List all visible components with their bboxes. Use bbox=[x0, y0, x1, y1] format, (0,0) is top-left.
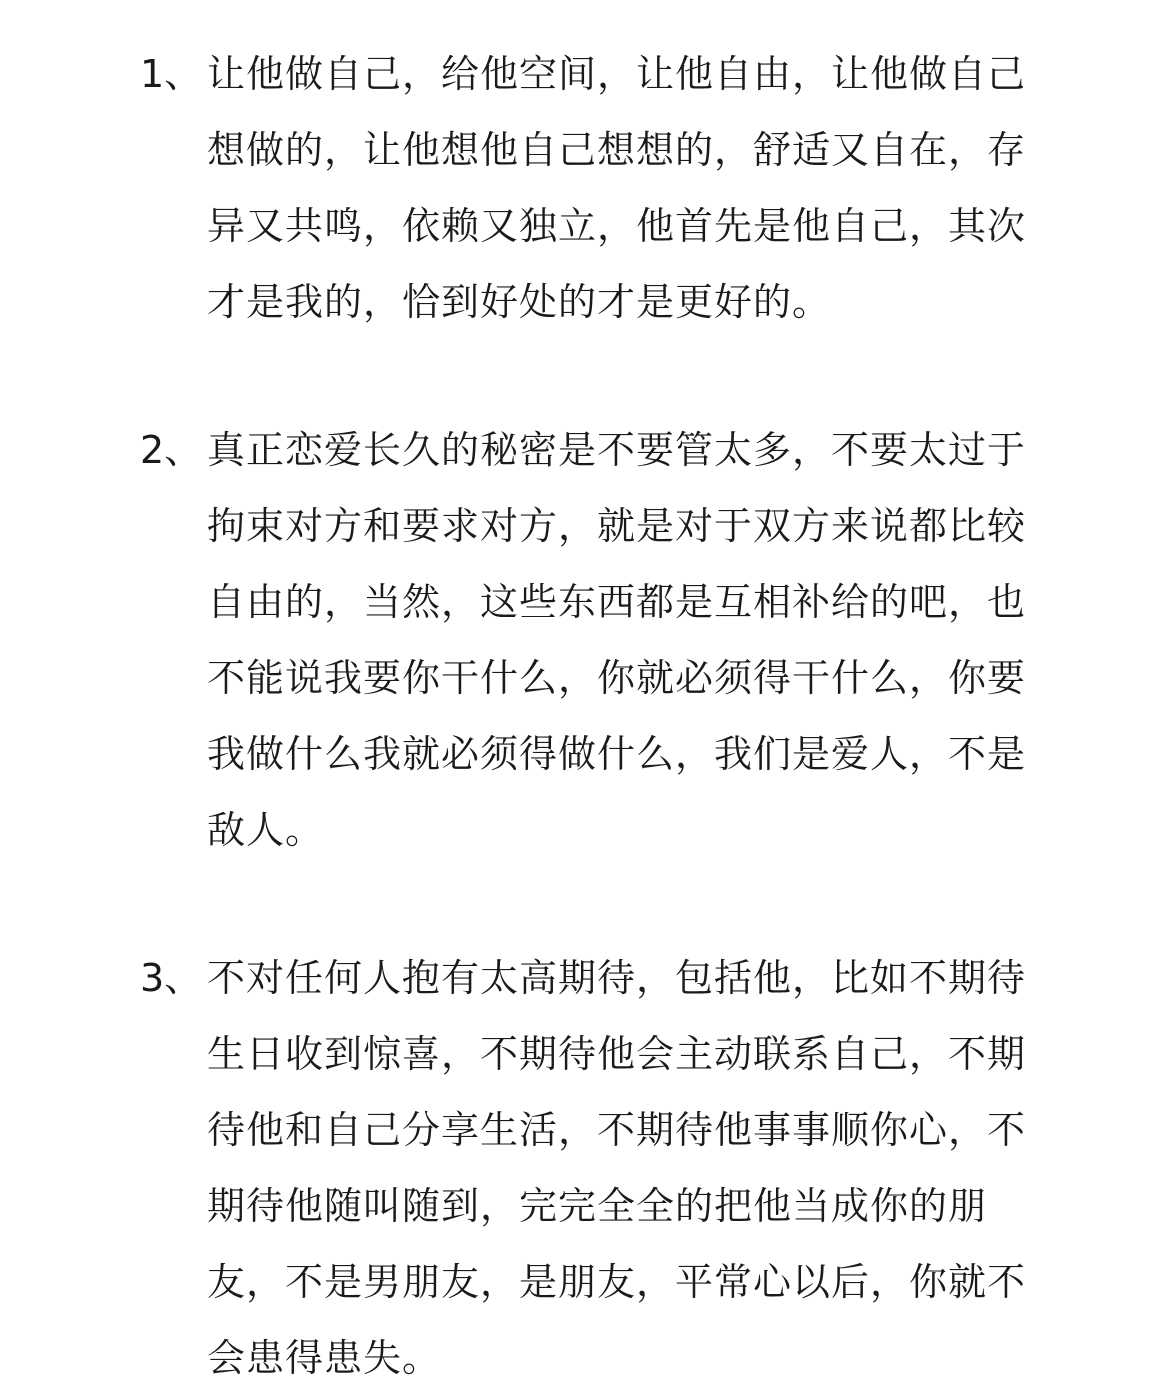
text-line: 生日收到惊喜，不期待他会主动联系自己，不期 bbox=[207, 1032, 1027, 1076]
item-text bbox=[207, 36, 1069, 340]
list-item-3 bbox=[140, 940, 1070, 1396]
text-line: 让他做自己，给他空间，让他自由，让他做自己 bbox=[207, 52, 1027, 96]
text-line: 友，不是男朋友，是朋友，平常心以后，你就不 bbox=[207, 1260, 1027, 1304]
item-number: 3、 bbox=[140, 956, 203, 1000]
text-line: 才是我的，恰到好处的才是更好的。 bbox=[207, 280, 832, 324]
text-line: 自由的，当然，这些东西都是互相补给的吧，也 bbox=[207, 580, 1027, 624]
list-item-2 bbox=[140, 412, 1070, 868]
text-line: 我做什么我就必须得做什么，我们是爱人，不是 bbox=[207, 732, 1027, 776]
text-line: 拘束对方和要求对方，就是对于双方来说都比较 bbox=[207, 504, 1027, 548]
item-text bbox=[207, 412, 1069, 868]
item-number: 2、 bbox=[140, 428, 203, 472]
text-line: 异又共鸣，依赖又独立，他首先是他自己，其次 bbox=[207, 204, 1027, 248]
text-line: 会患得患失。 bbox=[207, 1336, 442, 1380]
text-line: 想做的，让他想他自己想想的，舒适又自在，存 bbox=[207, 128, 1027, 172]
text-line: 不能说我要你干什么，你就必须得干什么，你要 bbox=[207, 656, 1027, 700]
text-line: 真正恋爱长久的秘密是不要管太多，不要太过于 bbox=[207, 428, 1027, 472]
text-line: 敌人。 bbox=[207, 808, 325, 852]
list-item-1 bbox=[140, 36, 1070, 340]
item-number: 1、 bbox=[140, 52, 203, 96]
item-text bbox=[207, 940, 1069, 1396]
text-line: 期待他随叫随到，完完全全的把他当成你的朋 bbox=[207, 1184, 988, 1228]
text-line: 不对任何人抱有太高期待，包括他，比如不期待 bbox=[207, 956, 1027, 1000]
text-line: 待他和自己分享生活，不期待他事事顺你心，不 bbox=[207, 1108, 1027, 1152]
